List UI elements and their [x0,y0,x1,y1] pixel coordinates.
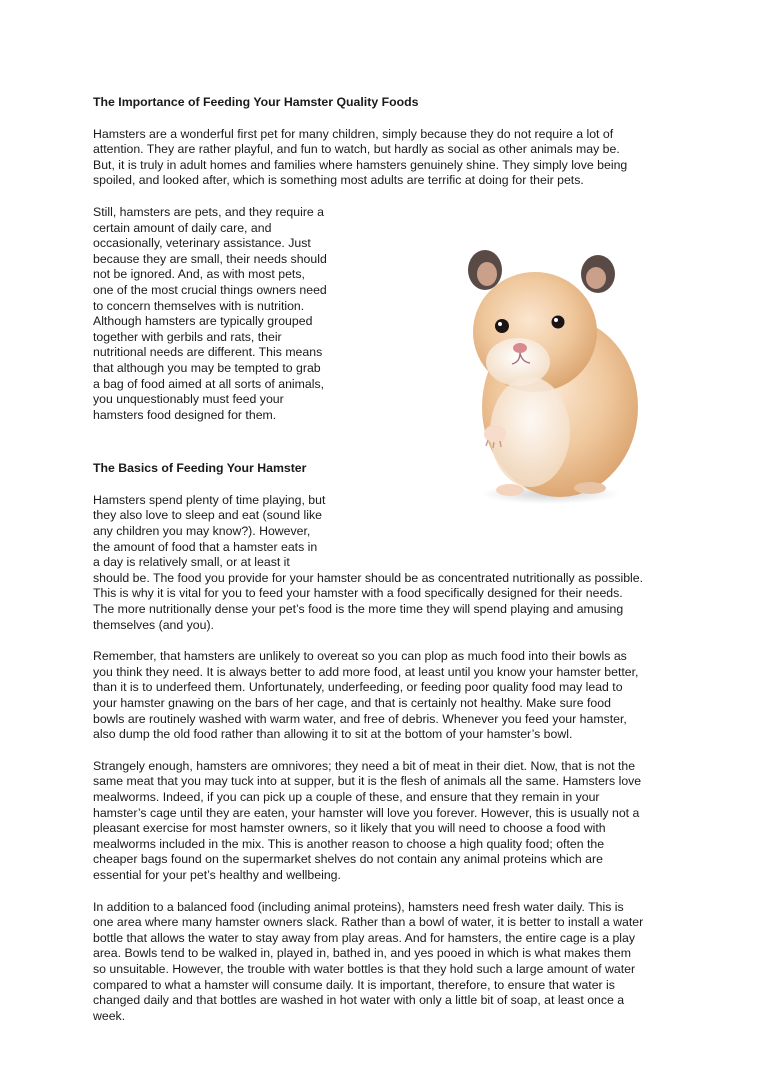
text-line: cheaper bags found on the supermarket shelves do not contain any animal proteins which are [93,852,603,867]
text-line: that although you may be tempted to grab [93,360,321,375]
text-line: your hamster gnawing on the bars of her cage, and that is certainly not healthy. Make sure food [93,696,611,710]
paragraph-pets-care [93,205,693,423]
text-line: the amount of food that a hamster eats in [93,539,318,554]
text-line: Hamsters are a wonderful first pet for many children, simply because they do not require a lot of [93,126,614,141]
text-line: essential for your pet’s healthy and wellbeing. [93,867,341,882]
text-line: together with gerbils and rats, their [93,329,282,344]
paragraph-overeat [93,649,693,743]
text-line: one area where many hamster owners slack. Rather than a bowl of water, it is better to install a water [93,915,644,930]
text-line: pleasant exercise for most hamster owners, so it likely that you will need to choose a food with [93,821,606,836]
paragraph-water [93,900,693,1025]
text-line: mealworms. Indeed, if you can pick up a couple of these, and ensure that they remain in your [93,789,600,804]
heading-basics: The Basics of Feeding Your Hamster [93,461,307,476]
text-line: because they are small, their needs should [93,251,327,266]
text-line: you think they need. It is always better to add more food, at least until you know your hamster better, [93,664,639,679]
text-line: spoiled, and looked after, which is something most adults are terrific at doing for their pets. [93,173,584,188]
text-line: Remember, that hamsters are unlikely to overeat so you can plop as much food into their bowls as [93,649,627,664]
text-line: nutritional needs are different. This means [93,345,323,360]
heading-importance: The Importance of Feeding Your Hamster Quality Foods [93,95,419,109]
text-line: to concern themselves with is nutrition. [93,298,305,313]
text-line: But, it is truly in adult homes and families where hamsters genuinely shine. They simply love being [93,157,628,172]
text-line: attention. They are rather playful, and fun to watch, but hardly as social as other animals may be. [93,142,620,157]
text-line: Strangely enough, hamsters are omnivores; they need a bit of meat in their diet. Now, that is not the [93,758,636,773]
text-line: one of the most crucial things owners need [93,282,327,297]
paragraph-basics [93,493,693,633]
text-line: not be ignored. And, as with most pets, [93,267,305,282]
text-line: same meat that you may tuck into at supper, but it is the flesh of animals all the same. Hamsters love [93,774,642,789]
text-line: themselves (and you). [93,617,214,632]
text-line: you unquestionably must feed your [93,392,284,407]
text-line: Still, hamsters are pets, and they require a [93,204,325,219]
text-line: than it is to underfeed them. Unfortunately, underfeeding, or feeding poor quality food may lead to [93,680,623,695]
text-line: any children you may know?). However, [93,524,311,539]
text-line: mealworms included in the mix. This is another reason to choose a high quality food; often the [93,836,605,851]
text-line: should be. The food you provide for your hamster should be as concentrated nutritionally as possible. [93,570,644,585]
document-page [93,0,693,1024]
paragraph-intro [93,127,693,189]
text-line: bowls are routinely washed with warm water, and free of debris. Whenever you feed your hamster, [93,711,627,726]
text-line: occasionally, veterinary assistance. Just [93,236,311,251]
text-line: changed daily and that bottles are washed in hot water with only a little bit of soap, at least once a [93,993,625,1008]
text-line: a bag of food aimed at all sorts of animals, [93,376,325,391]
text-line: area. Bowls tend to be walked in, played in, bathed in, and yes pooed in which is what makes them [93,946,631,961]
text-line: hamsters food designed for them. [93,407,277,422]
text-line: This is why it is vital for you to feed your hamster with a food specifically designed for their needs. [93,586,623,601]
text-line: The more nutritionally dense your pet’s food is the more time they will spend playing and amusing [93,602,624,617]
text-line: In addition to a balanced food (including animal proteins), hamsters need fresh water daily. This is [93,899,624,914]
paragraph-omnivores [93,759,693,884]
text-line: hamster’s cage until they are eaten, your hamster will love you forever. However, this is usually not a [93,805,640,820]
text-line: week. [93,1008,126,1023]
text-line: they also love to sleep and eat (sound like [93,508,323,523]
text-line: a day is relatively small, or at least it [93,555,290,570]
text-line: so unsuitable. However, the trouble with water bottles is that they hold such a large amount of water [93,961,636,976]
text-line: bottle that allows the water to stay away from play areas. And for hamsters, the entire cage is a play [93,930,636,945]
text-line: Although hamsters are typically grouped [93,314,313,329]
text-line: certain amount of daily care, and [93,220,272,235]
text-line: Hamsters spend plenty of time playing, but [93,492,326,507]
text-line: also dump the old food rather than allowing it to sit at the bottom of your hamster’s bowl. [93,727,573,742]
text-line: compared to what a hamster will consume daily. It is important, therefore, to ensure that water is [93,977,615,992]
